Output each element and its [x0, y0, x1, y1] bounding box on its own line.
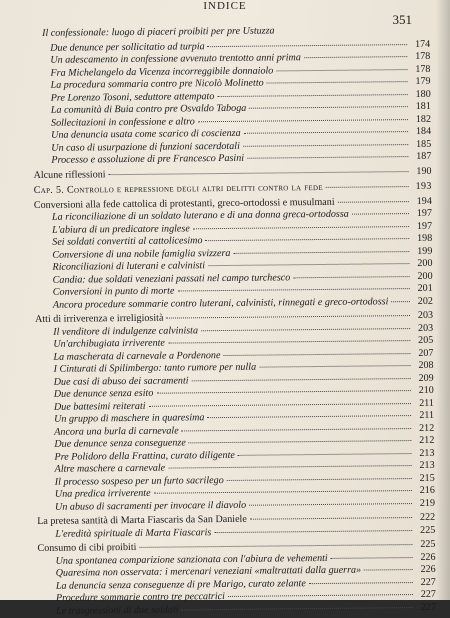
- toc-entry-title: Conversioni alla fede cattolica di protestanti, greco-ortodossi e musulmani: [33, 196, 335, 211]
- toc-leader-dots: [214, 530, 412, 533]
- toc-entry-page: 208: [418, 359, 434, 371]
- toc-leader-dots: [168, 465, 411, 469]
- toc-entry-title: Un'archibugiata irriverente: [53, 337, 165, 350]
- toc-leader-dots: [304, 56, 407, 58]
- toc-leader-dots: [166, 315, 410, 319]
- toc-entry-title: L'abiura di un predicatore inglese: [52, 222, 190, 236]
- toc-entry-page: 227: [420, 601, 437, 613]
- toc-entry-title: Un gruppo di maschere in quaresima: [54, 412, 205, 425]
- toc-leader-dots: [243, 144, 408, 147]
- toc-leader-dots: [249, 106, 408, 109]
- toc-entry-page: 194: [416, 195, 432, 207]
- toc-entry-title: La mascherata di carnevale a Pordenone: [53, 349, 221, 363]
- toc-entry-title: La comunità di Buia contro pre Osvaldo Taboga: [50, 102, 247, 116]
- toc-leader-dots: [168, 340, 410, 344]
- toc-entry-title: Conversioni in punto di morte: [52, 285, 175, 298]
- toc-entry-title: Un abuso di sacramenti per invocare il diavolo: [54, 499, 247, 513]
- toc-entry-title: Ancora una burla di carnevale: [54, 424, 179, 438]
- toc-entry-title: Il processo sospeso per un furto sacrilego: [54, 474, 224, 488]
- toc-leader-dots: [276, 69, 407, 71]
- toc-entry-page: 190: [416, 165, 432, 177]
- toc-leader-dots: [156, 390, 410, 394]
- toc-leader-dots: [309, 582, 413, 584]
- toc-entry-page: 227: [420, 576, 436, 588]
- toc-leader-dots: [352, 213, 409, 215]
- toc-leader-dots: [154, 490, 412, 494]
- toc-entry-page: 226: [420, 563, 436, 575]
- toc-entry-title: Sollecitazioni in confessione e altro: [50, 115, 195, 129]
- toc-entry-page: 197: [416, 220, 433, 232]
- toc-leader-dots: [250, 517, 412, 520]
- toc-entry-title: Pre Polidoro della Frattina, curato diligente: [54, 449, 235, 463]
- toc-leader-dots: [198, 119, 408, 122]
- toc-entry-title: Procedure sommarie contro tre peccatrici: [55, 591, 225, 604]
- toc-entry-title: Consumo di cibi proibiti: [37, 541, 137, 554]
- toc-entry-title: Una denuncia usata come scarico di coscienza: [51, 127, 241, 141]
- toc-leader-dots: [228, 594, 413, 597]
- toc-leader-dots: [259, 365, 410, 368]
- toc-entry-title: La pretesa santità di Marta Fiascaris da San Daniele: [37, 513, 247, 527]
- toc-entry-page: 201: [417, 282, 433, 294]
- toc-entry-page: 182: [415, 113, 432, 125]
- toc-leader-dots: [149, 403, 411, 407]
- toc-entry-page: 212: [419, 434, 435, 446]
- page-edge-shadow: [436, 0, 450, 600]
- toc-entry-page: 216: [419, 484, 435, 496]
- toc-leader-dots: [364, 569, 413, 571]
- toc-entry-title: Altre maschere a carnevale: [54, 462, 166, 475]
- toc-leader-dots: [391, 301, 410, 302]
- toc-leader-dots: [238, 453, 412, 456]
- toc-entry-title: Due denunce senza esito: [53, 387, 154, 400]
- toc-leader-dots: [109, 171, 409, 175]
- toc-leader-dots: [331, 557, 413, 559]
- toc-leader-dots: [201, 328, 410, 331]
- toc-entry-page: 210: [418, 384, 434, 396]
- toc-entry: [33, 165, 431, 182]
- toc-entry-title: Un caso di usurpazione di funzioni sacerdotali: [51, 140, 240, 154]
- toc-leader-dots: [247, 156, 408, 159]
- toc-entry-page: 213: [419, 459, 435, 471]
- toc-entry-page: 203: [417, 309, 434, 321]
- toc-entry-title: Cap. 5. Controllo e repressione degli altri delitti contro la fede: [33, 181, 323, 196]
- toc-entry-page: 197: [416, 207, 433, 219]
- toc-leader-dots: [293, 276, 409, 278]
- toc-entry-page: 209: [418, 372, 434, 384]
- toc-entry-page: 211: [419, 409, 435, 421]
- toc-entry-title: Sei soldati convertiti al cattolicesimo: [52, 235, 203, 248]
- toc-entry-page: 225: [420, 524, 436, 536]
- toc-entry-title: Il venditore di indulgenze calvinista: [53, 324, 199, 338]
- toc-leader-dots: [326, 186, 409, 188]
- toc-leader-dots: [182, 428, 412, 431]
- toc-entry-page: 199: [417, 245, 433, 257]
- toc-leader-dots: [233, 251, 409, 254]
- toc-entry-title: La riconciliazione di un soldato luterano e di una donna greca-ortodossa: [51, 208, 349, 223]
- toc-entry-page: 202: [417, 295, 433, 307]
- toc-leader-dots: [177, 288, 409, 291]
- toc-leader-dots: [182, 607, 414, 610]
- toc-entry-title: Alcune riflessioni: [33, 168, 106, 181]
- toc-leader-dots: [139, 544, 412, 548]
- toc-entry-page: 178: [415, 50, 431, 62]
- toc-entry-title: Due denunce per sollicitatio ad turpia: [50, 40, 205, 54]
- toc-entry-page: 193: [415, 180, 432, 192]
- toc-leader-dots: [208, 263, 409, 266]
- toc-entry-title: Pre Lorenzo Tosoni, seduttore attempato: [50, 90, 215, 104]
- toc-leader-dots: [207, 415, 411, 418]
- toc-entry-title: La denuncia senza conseguenze di pre Marigo, curato zelante: [55, 577, 306, 592]
- toc-leader-dots: [249, 503, 412, 506]
- toc-entry-page: 222: [419, 511, 436, 523]
- toc-entry-title: Riconciliazioni di luterani e calvinisti: [52, 260, 206, 273]
- toc-entry-title: L'eredità spirituale di Marta Fiascaris: [55, 526, 212, 540]
- toc-entry-title: Una predica irriverente: [54, 487, 151, 500]
- running-header-title: INDICE: [203, 0, 247, 12]
- toc-entry-title: Ancora procedure sommarie contro luterani, calvinisti, rinnegati e greco-ortodossi: [52, 295, 389, 311]
- toc-leader-dots: [217, 94, 407, 97]
- toc-leader-dots: [338, 201, 409, 203]
- toc-leader-dots: [244, 131, 409, 134]
- toc-entry-page: 205: [418, 334, 434, 346]
- toc-entry-title: Una spontanea comparizione sanzionata con l'abiura de vehementi: [55, 552, 328, 567]
- toc-entry-title: I Cinturati di Spilimbergo: tanto rumore per nulla: [53, 361, 257, 375]
- toc-entry-page: 213: [419, 447, 435, 459]
- toc-entry-page: 212: [419, 422, 435, 434]
- toc-entry-page: 180: [415, 88, 431, 100]
- toc-entry-page: 185: [416, 138, 432, 150]
- toc-entry-page: 207: [418, 347, 434, 359]
- toc-leader-dots: [193, 226, 409, 229]
- toc-entry-title: Fra Michelangelo da Vicenza incorreggibile donnaiolo: [50, 64, 274, 79]
- toc-entry-page: 219: [419, 497, 436, 509]
- toc-entry-page: 200: [417, 270, 433, 282]
- toc-leader-dots: [189, 440, 412, 443]
- toc-leader-dots: [208, 44, 408, 47]
- table-of-contents: [32, 24, 437, 617]
- toc-entry-page: 215: [419, 472, 435, 484]
- toc-entry-title: Un adescamento in confessione avvenuto trentotto anni prima: [50, 52, 301, 66]
- toc-entry-page: 184: [415, 125, 432, 137]
- toc-entry-page: 225: [420, 538, 436, 550]
- toc-entry-page: 227: [420, 588, 437, 600]
- toc-entry-title: La procedura sommaria contro pre Nicolò Molinetto: [50, 77, 264, 91]
- toc-entry-page: 198: [417, 232, 433, 244]
- toc-entry-page: 226: [420, 551, 436, 563]
- toc-entry-title: Conversione di una nobile famiglia svizzera: [52, 247, 231, 261]
- toc-leader-dots: [192, 378, 411, 381]
- toc-entry-title: Due casi di abuso dei sacramenti: [53, 374, 189, 388]
- toc-entry-title: Atti di irriverenza e irreligiosità: [34, 312, 164, 325]
- toc-leader-dots: [223, 353, 410, 356]
- toc-entry-title: Le trasgressioni di due soldati: [56, 603, 179, 617]
- toc-entry-page: 203: [417, 322, 434, 334]
- toc-entry-page: 174: [414, 38, 431, 50]
- toc-entry-title: Quaresima non osservata: i mercenari veneziani «maltrattati dalla guerra»: [55, 564, 362, 579]
- toc-entry-title: Due battesimi reiterati: [53, 400, 146, 413]
- toc-leader-dots: [227, 478, 412, 481]
- toc-entry-page: 178: [415, 63, 431, 75]
- page-number: 351: [392, 12, 412, 27]
- toc-entry-title: Due denunce senza conseguenze: [54, 437, 186, 450]
- toc-entry-title: Processo e assoluzione di pre Francesco Pasini: [51, 152, 245, 166]
- toc-entry-page: 200: [417, 257, 433, 269]
- toc-leader-dots: [205, 238, 409, 241]
- toc-leader-dots: [267, 81, 408, 83]
- toc-entry-page: 179: [415, 75, 431, 87]
- toc-entry-page: 187: [416, 150, 432, 162]
- toc-entry-page: 211: [419, 397, 435, 409]
- toc-entry-page: 181: [415, 100, 431, 112]
- toc-entry-title: Il confessionale: luogo di piaceri proibiti per pre Ustuzza: [41, 25, 275, 39]
- toc-entry-title: Candia: due soldati veneziani passati nel campo turchesco: [52, 271, 291, 286]
